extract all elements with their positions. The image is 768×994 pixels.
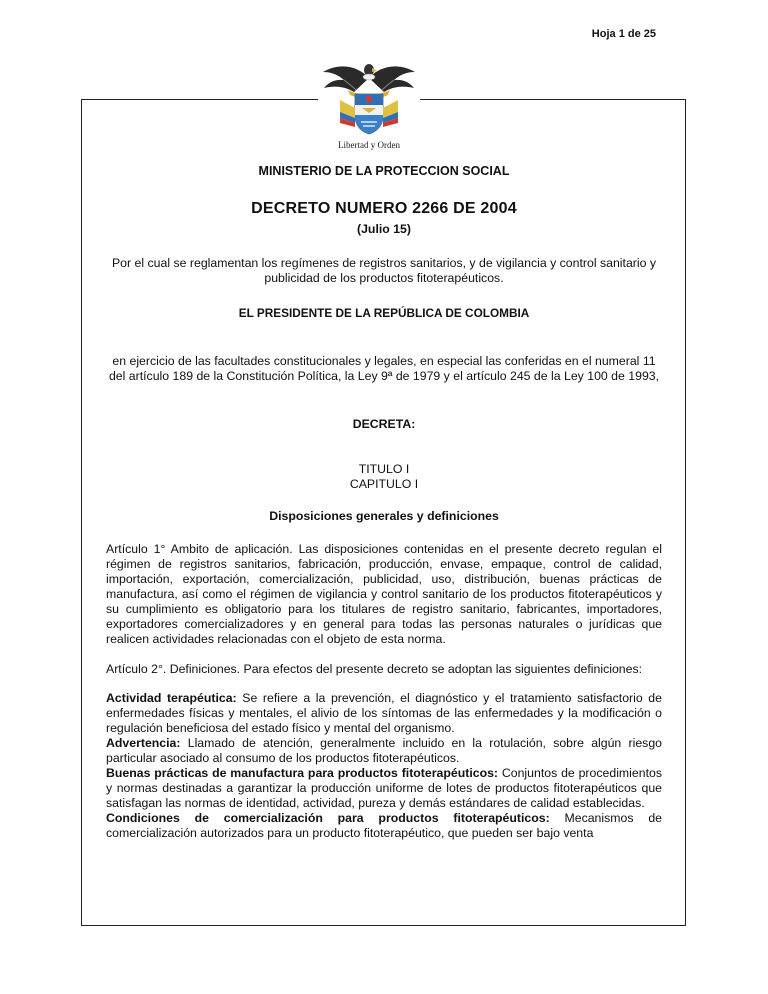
section-heading: Disposiciones generales y definiciones xyxy=(269,509,499,523)
definition-text: Se refiere a la prevención, el diagnóstico y el tratamiento satisfactorio de enfermedades físicas y mentales, el alivio de los síntomas de las enfermedades y la modificación o regulación beneficiosa del estado físico y mental del organismo. xyxy=(106,691,662,735)
ministry-heading: MINISTERIO DE LA PROTECCION SOCIAL xyxy=(258,164,510,178)
preamble: en ejercicio de las facultades constitucionales y legales, en especial las conferidas en el numeral 11 del artículo 189 de la Constitución Política, la Ley 9ª de 1979 y el artículo 245 de la Ley 100 de 1993, xyxy=(108,354,660,383)
definition-item xyxy=(106,766,662,811)
article-2: Artículo 2°. Definiciones. Para efectos del presente decreto se adoptan las siguientes definiciones: xyxy=(106,662,643,676)
coat-of-arms-logo xyxy=(318,56,420,154)
definition-text: Mecanismos de comercialización autorizados para un producto fitoterapéutico, que pueden ser bajo venta xyxy=(106,811,662,840)
president-heading: EL PRESIDENTE DE LA REPÚBLICA DE COLOMBIA xyxy=(238,306,530,320)
definition-item xyxy=(106,811,662,841)
decree-title: DECRETO NUMERO 2266 DE 2004 xyxy=(251,200,517,217)
definition-term: Buenas prácticas de manufactura para productos fitoterapéuticos: xyxy=(106,766,499,780)
coat-of-arms-icon xyxy=(318,56,420,154)
definition-term: Condiciones de comercialización para productos fitoterapéuticos: xyxy=(106,811,550,825)
decree-date: (Julio 15) xyxy=(357,222,411,236)
definition-item xyxy=(106,736,662,766)
definition-text: Conjuntos de procedimientos y normas destinadas a garantizar la producción uniforme de lotes de productos fitoterapéuticos que satisfagan las normas de identidad, actividad, pureza y demás estándares de calidad establecidas. xyxy=(106,766,662,810)
page-number: Hoja 1 de 25 xyxy=(591,28,656,40)
crest-motto: Libertad y Orden xyxy=(338,140,400,150)
chapter-heading: CAPITULO I xyxy=(349,477,419,491)
definition-text: Llamado de atención, generalmente incluido en la rotulación, sobre algún riesgo particular asociado al consumo de los productos fitoterapéuticos. xyxy=(106,736,662,765)
article-1: Artículo 1° Ambito de aplicación. Las disposiciones contenidas en el presente decreto regulan el régimen de registros sanitarios, fabricación, producción, envase, empaque, control de calidad, importación, exportación, comercialización, publicidad, uso, distribución, buenas prácticas de manufactura, así como el régimen de vigilancia y control sanitario de los productos fitoterapéuticos y su cumplimiento es obligatorio para los titulares de registro sanitario, fabricantes, importadores, exportadores comercializadores y en general para todas las personas naturales o jurídicas que realicen actividades relacionadas con el objeto de esta norma. xyxy=(106,542,662,646)
title-heading: TITULO I xyxy=(358,462,410,476)
definition-term: Actividad terapéutica: xyxy=(106,691,237,705)
document-body xyxy=(106,164,662,841)
definition-item xyxy=(106,691,662,736)
decreta-heading: DECRETA: xyxy=(352,417,416,431)
decree-summary: Por el cual se reglamentan los regímenes de registros sanitarios, y de vigilancia y control sanitario y publicidad de los productos fitoterapéuticos. xyxy=(111,256,657,285)
definition-term: Advertencia: xyxy=(106,736,181,750)
